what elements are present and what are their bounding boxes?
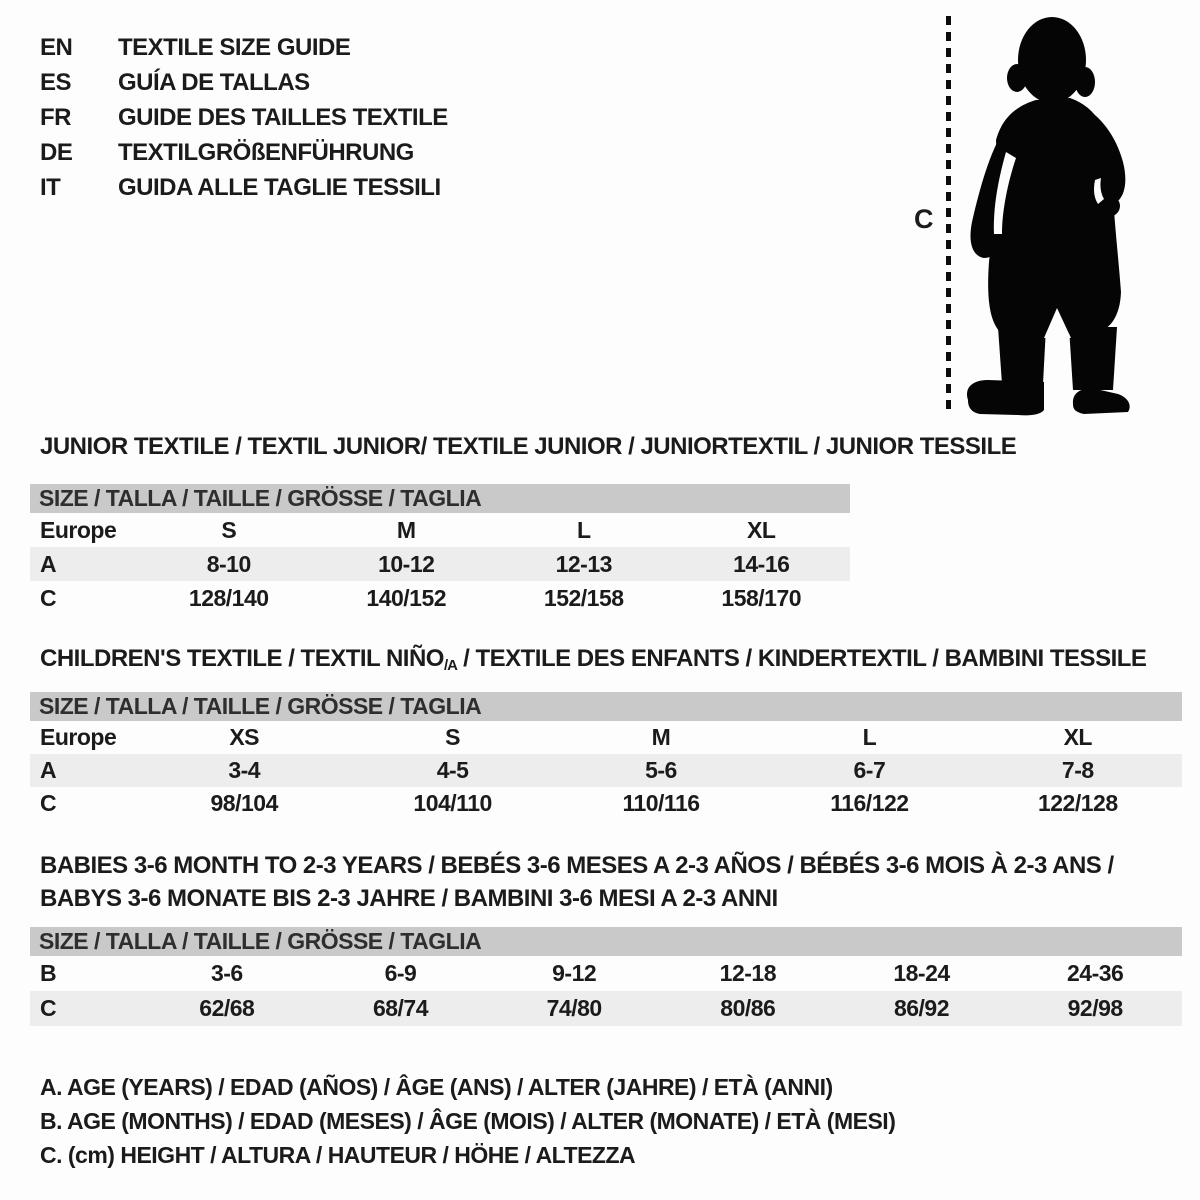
table-cell: XL — [747, 516, 776, 543]
table-cell: 122/128 — [1037, 790, 1118, 816]
size-header-bar: SIZE / TALLA / TAILLE / GRÖSSE / TAGLIA — [30, 927, 1182, 956]
legend-line-c: C. (cm) HEIGHT / ALTURA / HAUTEUR / HÖHE / ALTEZZA — [40, 1142, 636, 1168]
table-cell: 3-6 — [210, 960, 243, 986]
table-row-europe — [30, 513, 850, 547]
children-size-table — [30, 692, 1182, 820]
table-cell: M — [651, 724, 671, 750]
table-cell: 9-12 — [552, 960, 597, 986]
table-cell: L — [862, 724, 877, 750]
language-code: IT — [40, 174, 61, 201]
table-row-europe — [30, 721, 1182, 754]
table-cell: 92/98 — [1067, 995, 1123, 1021]
measure-c-label: C — [914, 204, 934, 234]
language-code: ES — [40, 69, 72, 96]
language-code: EN — [40, 34, 73, 61]
table-cell: M — [396, 516, 416, 543]
row-label: C — [40, 584, 57, 611]
babies-size-table — [30, 927, 1182, 1026]
table-cell: 104/110 — [413, 790, 492, 816]
table-cell: 7-8 — [1061, 757, 1094, 783]
table-cell: XS — [229, 724, 260, 750]
table-cell: S — [445, 724, 461, 750]
table-cell: 152/158 — [543, 584, 624, 611]
table-cell: 62/68 — [199, 995, 255, 1021]
babies-title-line2: BABYS 3-6 MONATE BIS 2-3 JAHRE / BAMBINI 3-6 MESI A 2-3 ANNI — [40, 885, 778, 912]
dashed-measure-line — [946, 16, 951, 416]
language-row-de — [40, 135, 448, 170]
table-cell: 116/122 — [830, 790, 909, 816]
legend-line-b: B. AGE (MONTHS) / EDAD (MESES) / ÂGE (MOIS) / ALTER (MONATE) / ETÀ (MESI) — [40, 1108, 896, 1134]
row-label: A — [40, 757, 57, 783]
language-code: FR — [40, 104, 71, 131]
measure-legend — [40, 1070, 895, 1172]
table-cell: XL — [1063, 724, 1092, 750]
table-cell: 12-18 — [719, 960, 776, 986]
table-cell: 3-4 — [228, 757, 261, 783]
table-row-age — [30, 547, 850, 581]
size-header-bar: SIZE / TALLA / TAILLE / GRÖSSE / TAGLIA — [30, 692, 1182, 721]
table-cell: 86/92 — [893, 995, 950, 1021]
legend-line-a: A. AGE (YEARS) / EDAD (AÑOS) / ÂGE (ANS) / ALTER (JAHRE) / ETÀ (ANNI) — [40, 1074, 833, 1100]
table-cell: 4-5 — [436, 757, 469, 783]
row-label: B — [40, 960, 57, 986]
table-row-age-months — [30, 956, 1182, 991]
language-title: GUÍA DE TALLAS — [118, 69, 310, 96]
table-cell: 12-13 — [555, 550, 612, 577]
table-cell: 128/140 — [188, 584, 269, 611]
table-cell: 5-6 — [645, 757, 677, 783]
size-header-bar: SIZE / TALLA / TAILLE / GRÖSSE / TAGLIA — [30, 484, 850, 513]
language-title: TEXTILGRÖßENFÜHRUNG — [118, 139, 414, 166]
babies-section-title — [40, 849, 1114, 915]
table-row-height — [30, 581, 850, 615]
table-cell: 140/152 — [366, 584, 447, 611]
table-cell: 10-12 — [378, 550, 435, 577]
row-label: Europe — [40, 516, 117, 543]
children-title-suffix: / TEXTILE DES ENFANTS / KINDERTEXTIL / BAMBINI TESSILE — [456, 645, 1147, 672]
language-row-fr — [40, 100, 448, 135]
table-row-height — [30, 787, 1182, 820]
language-title: GUIDA ALLE TAGLIE TESSILI — [118, 174, 441, 201]
table-row-age — [30, 754, 1182, 787]
language-row-en — [40, 30, 448, 65]
table-cell: 8-10 — [206, 550, 251, 577]
baby-silhouette-image — [960, 12, 1134, 418]
language-list — [40, 30, 448, 205]
table-cell: 6-7 — [853, 757, 886, 783]
height-measure-figure — [898, 0, 1160, 420]
table-cell: S — [221, 516, 237, 543]
table-cell: 68/74 — [372, 995, 429, 1021]
language-title: TEXTILE SIZE GUIDE — [118, 34, 351, 61]
language-code: DE — [40, 139, 73, 166]
row-label: C — [40, 790, 57, 816]
row-label: Europe — [40, 724, 117, 750]
table-cell: 158/170 — [721, 584, 802, 611]
table-cell: 24-36 — [1067, 960, 1124, 986]
table-cell: 80/86 — [720, 995, 776, 1021]
table-cell: 110/116 — [622, 790, 700, 816]
language-row-es — [40, 65, 448, 100]
children-title-subscript: /A — [443, 657, 457, 674]
table-cell: 18-24 — [893, 960, 950, 986]
table-cell: 14-16 — [733, 550, 790, 577]
row-label: C — [40, 995, 57, 1021]
table-row-height — [30, 991, 1182, 1026]
language-title: GUIDE DES TAILLES TEXTILE — [118, 104, 448, 131]
table-cell: 74/80 — [546, 995, 602, 1021]
table-cell: 98/104 — [210, 790, 278, 816]
children-title-prefix: CHILDREN'S TEXTILE / TEXTIL NIÑO — [40, 645, 444, 672]
junior-size-table — [30, 484, 850, 615]
babies-title-line1: BABIES 3-6 MONTH TO 2-3 YEARS / BEBÉS 3-6 MESES A 2-3 AÑOS / BÉBÉS 3-6 MOIS À 2-3 ANS / — [40, 852, 1114, 879]
table-cell: L — [576, 516, 591, 543]
language-row-it — [40, 170, 448, 205]
row-label: A — [40, 550, 57, 577]
table-cell: 6-9 — [384, 960, 417, 986]
junior-section-title: JUNIOR TEXTILE / TEXTIL JUNIOR/ TEXTILE JUNIOR / JUNIORTEXTIL / JUNIOR TESSILE — [40, 433, 1017, 460]
children-section-title — [40, 645, 1146, 680]
